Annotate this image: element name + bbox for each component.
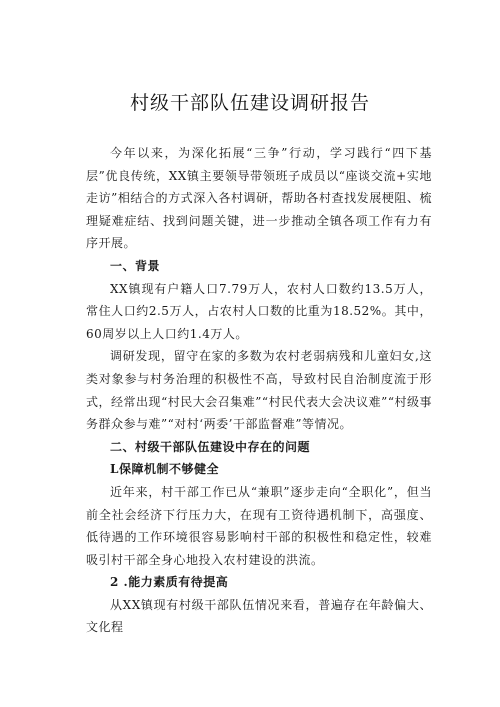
subheading-guarantee: L保障机制不够健全 <box>110 462 219 477</box>
guarantee-paragraph: 近年来，村干部工作已从“兼职”逐步走向“全职化”，但当前全社会经济下行压力大，在现有工资待遇机制下，高强度、低待遇的工作环境很容易影响村干部的积极性和稳定性，较难吸引村干部全身心地投入农村建设的洪流。 <box>86 484 432 567</box>
section-heading-background: 一、背景 <box>110 258 161 273</box>
page-title: 村级干部队伍建设调研报告 <box>129 92 370 114</box>
background-paragraph-2: 调研发现，留守在家的多数为农村老弱病残和儿童妇女,这类对象参与村务治理的积极性不高，导致村民自治制度流于形式，经常出现“村民大会召集难”“村民代表大会决议难”“村级事务群众参与难”“对村‘两委’干部监督难”等情况。 <box>86 349 432 432</box>
subheading-ability: 2 .能力素质有待提高 <box>110 575 229 590</box>
ability-paragraph: 从XX镇现有村级干部队伍情况来看，普遍存在年龄偏大、文化程 <box>86 597 432 635</box>
background-paragraph-1: XX镇现有户籍人口7.79万人，农村人口数约13.5万人，常住人口约2.5万人，占农村人口数的比重为18.52%。其中，60周岁以上人口约1.4万人。 <box>86 281 432 341</box>
section-heading-problems: 二、村级干部队伍建设中存在的问题 <box>110 439 311 454</box>
intro-paragraph: 今年以来，为深化拓展“三争”行动，学习践行“四下基层”优良传统，XX镇主要领导带领班子成员以“座谈交流+实地走访”相结合的方式深入各村调研，帮助各村查找发展梗阻、梳理疑难症结、找到问题关键，进一步推动全镇各项工作有力有序开展。 <box>86 146 432 251</box>
document-body <box>86 142 432 639</box>
